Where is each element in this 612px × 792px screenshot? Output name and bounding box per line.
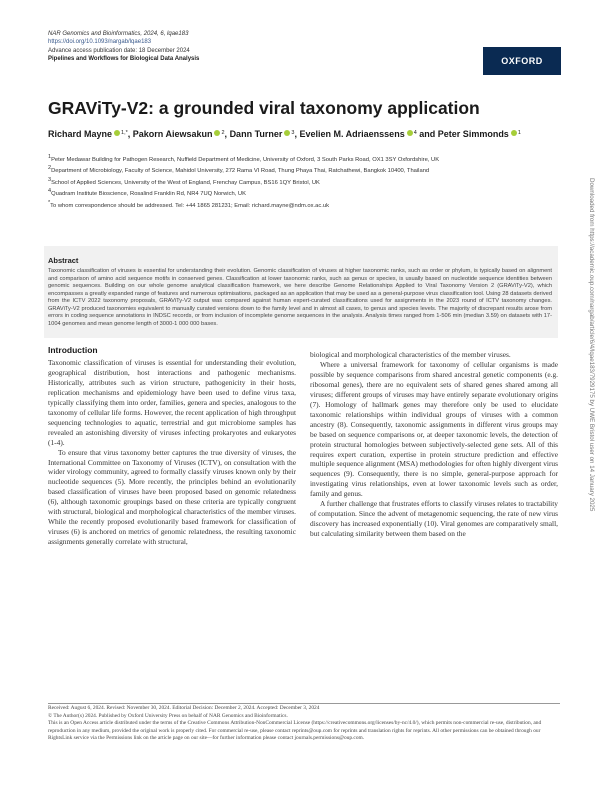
affiliation: 1Peter Medawar Building for Pathogen Research, Nuffield Department of Medicine, University of Oxford, 3 South Parks Road, OX1 3SY Oxfordshire, UK bbox=[48, 154, 440, 163]
journal-name: NAR Genomics and Bioinformatics, 2024, 6, lqae183 bbox=[48, 31, 189, 37]
paragraph: biological and morphological characteristics of the member viruses. bbox=[310, 350, 511, 359]
orcid-icon[interactable] bbox=[214, 130, 220, 136]
article-title: GRAViTy-V2: a grounded viral taxonomy application bbox=[48, 98, 480, 118]
abstract-heading: Abstract bbox=[48, 256, 79, 265]
affiliation: 2Department of Microbiology, Faculty of Science, Mahidol University, 272 Rama VI Road, Thung Phaya Thai, Ratchathewi, Bangkok 10400, Thailand bbox=[48, 165, 430, 175]
journal-header bbox=[48, 30, 199, 64]
orcid-icon[interactable] bbox=[407, 130, 413, 136]
advance-access-date: Advance access publication date: 18 December 2024 bbox=[48, 47, 190, 54]
footer-divider bbox=[48, 703, 560, 704]
author[interactable]: Pakorn Aiewsakun $^2$ bbox=[132, 129, 225, 139]
orcid-icon[interactable] bbox=[511, 130, 517, 136]
body-column-right bbox=[310, 350, 558, 539]
author-list: Richard Mayne $^{1,*}$, Pakorn Aiewsakun $^2$, Dann Turner $^3$, Evelien M. Adriaenssens $^4$ and Peter Simmonds $^1$ bbox=[48, 129, 521, 139]
affiliations bbox=[48, 154, 548, 211]
author[interactable]: Richard Mayne $^{1,*}$ bbox=[48, 129, 128, 139]
affiliation: 3School of Applied Sciences, University of the West of England, Frenchay Campus, BS16 1QY Bristol, UK bbox=[48, 176, 320, 186]
license-notice: This is an Open Access article distributed under the terms of the Creative Commons Attribution-NonCommercial License (https://creativecommons.org/licenses/by-nc/4.0/), which permits non-commercial re-use, distribution, and reproduction in any medium, provided the original work is properly cited. For commercial re-use, please contact reprints@oup.com for reprints and translation rights for reprints. All other permissions can be obtained through our RightsLink service via the Permissions link on the article page on our site—for further information please contact journals.permissions@oup.com. bbox=[48, 720, 542, 742]
paragraph: To ensure that virus taxonomy better captures the true diversity of viruses, the International Committee on Taxonomy of Viruses (ICTV), on consultation with the wider virology community, agreed to formally classify viruses known only by their nucleotide sequences (5). More recently, the principles behind an evolutionarily based classification of viruses have been proposed based on genomic relatedness (6), although taxonomic groupings based on these criteria are typically congruent with structural, biological and morphological characteristics of the member viruses. While the recently proposed evolutionarily based framework for classification of viruses (6) is anchored on metrics of genomic relatedness, the resulting taxonomic assignments generally correlate with structural, bbox=[48, 447, 296, 547]
section-heading-introduction: Introduction bbox=[48, 345, 98, 355]
author[interactable]: Evelien M. Adriaenssens $^4$ bbox=[299, 129, 417, 139]
correspondence-note: *To whom correspondence should be addressed. Tel: +44 1865 281231; Email: richard.mayne@ndm.ox.ac.uk bbox=[48, 199, 330, 209]
paragraph: A further challenge that frustrates efforts to classify viruses relates to tractability of computation. Since the advent of metagenomic sequencing, the rate of new virus discovery has increased exponentially (10). Viral genomes are comparatively small, but calculating similarity between them based on the bbox=[310, 499, 558, 539]
paragraph: Taxonomic classification of viruses is essential for understanding their evolution, geographical distribution, host interactions and pathogenic mechanisms. Historically, attributes such as virion structure, pathogenicity in their hosts, replication mechanisms and epidemiology have been used to define virus taxa, typically classifying them into order, families, genera and species, analogous to the taxonomy of cellular life forms. However, the recent application of high throughput sequencing technologies to aquatic, terrestrial and gut microbiome samples has revealed an astonishing diversity of viruses infecting prokaryotes and eukaryotes (1-4). bbox=[48, 358, 296, 447]
download-watermark-text: Downloaded from https://academic.oup.com/nargab/article/6/4/lqae183/7929175 by UWE Bristol user on 14 January 2025 bbox=[588, 178, 595, 512]
abstract-text: Taxonomic classification of viruses is essential for understanding their evolution. Genomic classification of viruses at higher taxonomic ranks, such as order or phylum, is typically based on alignment and comparison of amino acid sequence motifs in conserved genes. Classification at lower taxonomic ranks, such as genus or species, is usually based on nucleotide sequence identities between genomic sequences. Building on our whole genome analytical classification framework, we here describe Genome Relationships Applied to Viral Taxonomy Version 2 (GRAViTy-V2), which encompasses a greatly expanded range of features and numerous optimisations, packaged as an application that may be used as a general-purpose virus classification tool. Using 28 datasets derived from the ICTV 2022 taxonomy proposals, GRAViTy-V2 output was compared against human expert-curated classifications used for assignments in the 2023 round of ICTV taxonomy changes. GRAViTy-V2 produced taxonomies equivalent to manually curated versions down to the family level and in almost all cases, to genus and species levels. The majority of discrepant results arose from errors in coding sequence annotations in INDSC records, or from inclusion of incomplete genome sequences in the analysis. Analysis times ranged from 1-506 min (median 3.59) on datasets with 17-1004 genomes and mean genome length of 3000-1 000 000 bases. bbox=[48, 268, 552, 327]
paragraph: Where a universal framework for taxonomy of cellular organisms is made possible by sequence comparisons from shared ancestral genetic components (e.g. ribosomal genes), there are no equivalent sets of shared genes shared among all viruses; different groups of viruses may have entirely separate evolutionary origins (7). Homology of hallmark genes may therefore only be used to elucidate taxonomic relationships within individual groups of viruses with a common ancestry (8). Consequently, taxonomic assignments in different virus groups may be based on sequence comparisons or, at deeper taxonomic levels, the detection of protein structural homologies between subjectively-selected gene sets. All of this requires expert curation, expertise in protein structure prediction and effective multiple sequence alignment (MSA) methodologies for often highly divergent virus sequences (9). Consequently, there is no simple, general-purpose approach for investigating virus relationships, even at lower taxonomic levels such as order, family and genus. bbox=[310, 359, 558, 499]
affiliation: 4Quadram Institute Bioscience, Rosalind Franklin Rd, NR4 7UQ Norwich, UK bbox=[48, 188, 246, 198]
orcid-icon[interactable] bbox=[284, 130, 290, 136]
article-footer bbox=[48, 705, 560, 743]
author[interactable]: Dann Turner $^3$ bbox=[229, 129, 295, 139]
publisher-logo bbox=[483, 47, 561, 75]
copyright-notice: © The Author(s) 2024. Published by Oxford University Press on behalf of NAR Genomics and Bioinformatics. bbox=[48, 712, 288, 719]
article-dates: Received: August 6, 2024. Revised: November 30, 2024. Editorial Decision: December 2, 2024. Accepted: December 3, 2024 bbox=[48, 705, 320, 711]
section-label: Pipelines and Workflows for Biological Data Analysis bbox=[48, 56, 200, 63]
body-column-left bbox=[48, 358, 296, 547]
author[interactable]: Peter Simmonds $^1$ bbox=[437, 129, 521, 139]
doi-link[interactable]: https://doi.org/10.1093/nargab/lqae183 bbox=[48, 39, 152, 46]
orcid-icon[interactable] bbox=[114, 130, 120, 136]
download-watermark bbox=[585, 178, 595, 578]
publisher-logo-text: OXFORD bbox=[501, 56, 543, 66]
